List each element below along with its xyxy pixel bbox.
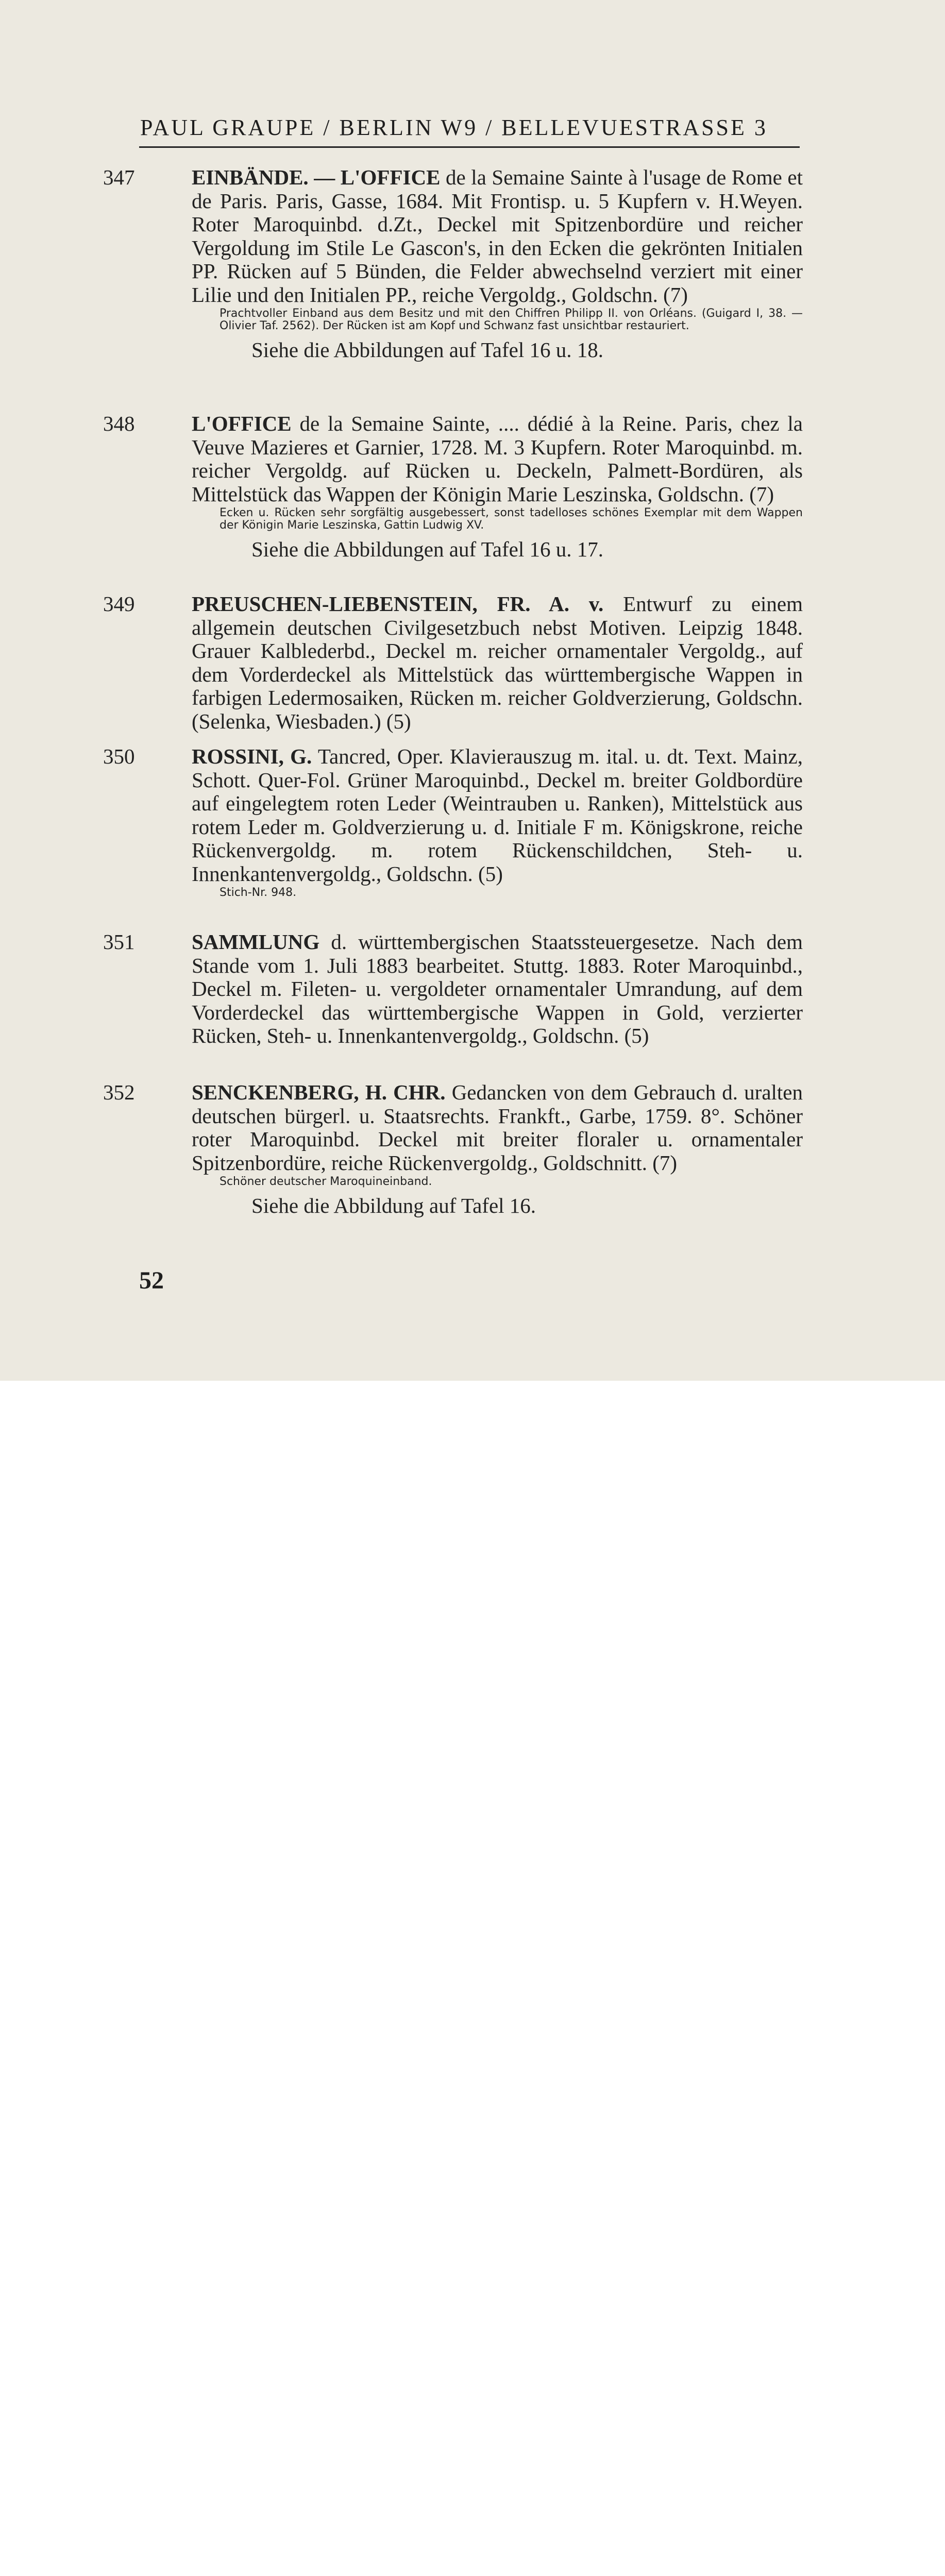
footer-bar [0, 1381, 945, 1473]
entry-number: 350 [103, 744, 135, 768]
entry-note: Ecken u. Rücken sehr sorgfältig ausgebessert, sonst tadelloses schönes Exemplar mit dem Wappen der Königin Marie Leszinska, Gattin Ludwig XV. [220, 506, 803, 532]
catalog-entry-351 [103, 930, 803, 1048]
catalog-entry-352 [103, 1080, 803, 1219]
header-rule [139, 146, 800, 148]
entry-number: 347 [103, 165, 135, 189]
entry-title: EINBÄNDE. — L'OFFICE [192, 165, 441, 189]
catalog-entry-349 [103, 592, 803, 733]
entry-description: Tancred, Oper. Klavierauszug m. ital. u. dt. Text. Mainz, Schott. Quer-Fol. Grüner Maroquinbd., Deckel m. breiter Goldbordüre auf eingelegtem roten Leder (Weintrauben u. Ranken), Mittelstück aus rotem Leder m. Goldverzierung u. d. Initiale F m. Königskrone, reiche Rückenvergoldg. m. rotem Rückenschildchen, Steh- u. Innenkantenvergoldg., Goldschn. (5) [192, 744, 803, 886]
entry-title: SENCKENBERG, H. CHR. [192, 1080, 446, 1104]
catalog-entry-348 [103, 412, 803, 563]
entry-plate-reference: Siehe die Abbildungen auf Tafel 16 u. 17. [251, 537, 603, 561]
entry-title: PREUSCHEN-LIEBENSTEIN, FR. A. v. [192, 592, 604, 616]
entry-plate-reference: Siehe die Abbildung auf Tafel 16. [251, 1194, 536, 1217]
entry-description: de la Semaine Sainte, .... dédié à la Reine. Paris, chez la Veuve Mazieres et Garnier, 1728. M. 3 Kupfern. Roter Maroquinbd. m. reicher Vergoldg. auf Rücken u. Deckeln, Palmett-Bordüren, als Mittelstück das Wappen der Königin Marie Leszinska, Goldschn. (7) [192, 412, 803, 506]
catalog-entry-350 [103, 744, 803, 899]
entry-title: L'OFFICE [192, 412, 292, 435]
entry-note: Prachtvoller Einband aus dem Besitz und mit den Chiffren Philipp II. von Orléans. (Guigard I, 38. — Olivier Taf. 2562). Der Rücken ist am Kopf und Schwanz fast unsichtbar restauriert. [220, 307, 803, 332]
entry-description: Entwurf zu einem allgemein deutschen Civilgesetzbuch nebst Motiven. Leipzig 1848. Grauer Kalblederbd., Deckel m. reicher ornamentaler Vergoldg., auf dem Vorderdeckel als Mittelstück das württembergische Wappen in farbigen Ledermosaiken, Rücken m. reicher Goldverzierung, Goldschn. (Selenka, Wiesbaden.) (5) [192, 592, 803, 733]
catalog-entry-347 [103, 165, 803, 363]
page-number: 52 [139, 1267, 164, 1294]
running-header: PAUL GRAUPE / BERLIN W9 / BELLEVUESTRASSE 3 [140, 115, 768, 140]
entry-plate-reference: Siehe die Abbildungen auf Tafel 16 u. 18. [251, 338, 603, 362]
entry-description: Gedancken von dem Gebrauch d. uralten deutschen bürgerl. u. Staatsrechts. Frankft., Garbe, 1759. 8°. Schöner roter Maroquinbd. Deckel mit breiter floraler u. ornamentaler Spitzenbordüre, reiche Rückenvergoldg., Goldschnitt. (7) [192, 1080, 803, 1175]
entry-number: 349 [103, 592, 135, 616]
entry-note: Stich-Nr. 948. [220, 886, 297, 899]
entry-number: 351 [103, 930, 135, 954]
entry-note: Schöner deutscher Maroquineinband. [220, 1175, 432, 1188]
entry-title: ROSSINI, G. [192, 744, 312, 768]
entry-number: 352 [103, 1080, 135, 1104]
entry-description: de la Semaine Sainte à l'usage de Rome et de Paris. Paris, Gasse, 1684. Mit Frontisp. u. 5 Kupfern v. H.Weyen. Roter Maroquinbd. d.Zt., Deckel mit Spitzenbordüre und reicher Vergoldung im Stile Le Gascon's, in den Ecken die gekrönten Initialen PP. Rücken auf 5 Bünden, die Felder abwechselnd verziert mit einer Lilie und den Initialen PP., reiche Vergoldg., Goldschn. (7) [192, 165, 803, 307]
entry-description: d. württembergischen Staatssteuergesetze. Nach dem Stande vom 1. Juli 1883 bearbeitet. Stuttg. 1883. Roter Maroquinbd., Deckel m. Fileten- u. vergoldeter ornamentaler Umrandung, auf dem Vorderdeckel das württembergische Wappen in Gold, verzierter Rücken, Steh- u. Innenkantenvergoldg., Goldschn. (5) [192, 930, 803, 1047]
entry-number: 348 [103, 412, 135, 435]
entry-title: SAMMLUNG [192, 930, 320, 954]
